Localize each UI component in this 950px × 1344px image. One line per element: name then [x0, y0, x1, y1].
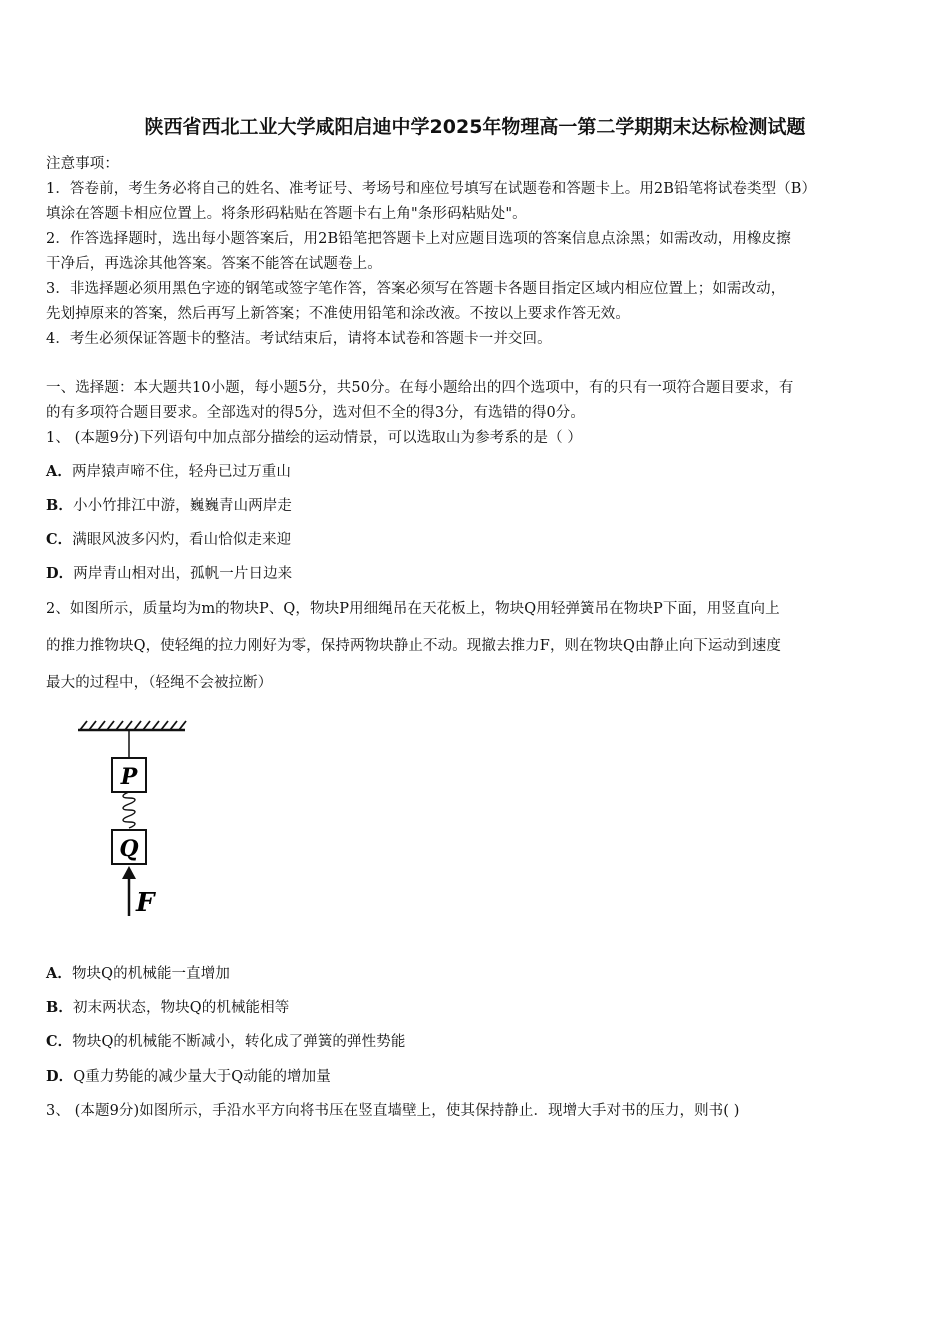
- force-label: F: [136, 888, 155, 918]
- notice-line: 1．答卷前，考生务必将自己的姓名、准考证号、考场号和座位号填写在试题卷和答题卡上。用2B铅笔将试卷类型（B）: [46, 181, 817, 197]
- block-q-label: Q: [119, 836, 139, 862]
- option-text: 两岸青山相对出，孤帆一片日边来: [73, 566, 293, 582]
- q1-option-d: [46, 562, 916, 583]
- page-title: 陕西省西北工业大学咸阳启迪中学2025年物理高一第二学期期末达标检测试题: [144, 116, 806, 138]
- option-letter: C．: [46, 531, 73, 548]
- q1-option-c: [46, 528, 916, 549]
- q1-option-a: [46, 460, 916, 481]
- q2-option-c: [46, 1030, 916, 1051]
- notice-line: 2．作答选择题时，选出每小题答案后，用2B铅笔把答题卡上对应题目选项的答案信息点涂黑；如需改动，用橡皮擦: [46, 231, 791, 247]
- block-p-label: P: [120, 764, 138, 790]
- notice-line: 先划掉原来的答案，然后再写上新答案；不准使用铅笔和涂改液。不按以上要求作答无效。: [46, 306, 630, 322]
- question-2-stem: 的推力推物块Q，使轻绳的拉力刚好为零，保持两物块静止不动。现撤去推力F，则在物块Q由静止向下运动到速度: [46, 638, 781, 654]
- option-letter: B．: [46, 999, 73, 1016]
- notice-line: 4．考生必须保证答题卡的整洁。考试结束后，请将本试卷和答题卡一并交回。: [46, 331, 552, 347]
- option-letter: A．: [46, 463, 72, 480]
- q2-option-d: [46, 1065, 916, 1086]
- spring: [123, 792, 135, 828]
- question-2-stem: 2、如图所示，质量均为m的物块P、Q，物块P用细绳吊在天花板上，物块Q用轻弹簧吊在物块P下面，用竖直向上: [46, 601, 780, 617]
- notice-heading: 注意事项：: [46, 156, 119, 172]
- option-letter: D．: [46, 565, 74, 582]
- option-text: 满眼风波多闪灼，看山恰似走来迎: [72, 532, 292, 548]
- section-intro: 一、选择题：本大题共10小题，每小题5分，共50分。在每小题给出的四个选项中，有的只有一项符合题目要求，有: [46, 380, 794, 396]
- question-3-stem: 3、 (本题9分)如图所示，手沿水平方向将书压在竖直墙壁上，使其保持静止．现增大手对书的压力，则书( ): [46, 1103, 740, 1119]
- option-letter: B．: [46, 497, 73, 514]
- force-arrow-head: [122, 866, 136, 879]
- option-letter: C．: [46, 1033, 73, 1050]
- option-letter: D．: [46, 1068, 74, 1085]
- option-text: Q重力势能的减少量大于Q动能的增加量: [73, 1069, 331, 1085]
- q2-option-b: [46, 996, 916, 1017]
- q1-option-b: [46, 494, 916, 515]
- notice-line: 填涂在答题卡相应位置上。将条形码粘贴在答题卡右上角"条形码粘贴处"。: [46, 206, 527, 222]
- spring-blocks-figure: [70, 718, 200, 923]
- notice-line: 干净后，再选涂其他答案。答案不能答在试题卷上。: [46, 256, 382, 272]
- question-1-stem: 1、 (本题9分)下列语句中加点部分描绘的运动情景，可以选取山为参考系的是（ ）: [46, 430, 582, 446]
- option-text: 小小竹排江中游，巍巍青山两岸走: [72, 498, 292, 514]
- option-text: 初末两状态，物块Q的机械能相等: [72, 1000, 290, 1016]
- option-text: 物块Q的机械能不断减小，转化成了弹簧的弹性势能: [72, 1034, 406, 1050]
- ceiling-hatch: [80, 721, 186, 730]
- notice-line: 3．非选择题必须用黑色字迹的钢笔或签字笔作答，答案必须写在答题卡各题目指定区域内相应位置上；如需改动，: [46, 281, 786, 297]
- q2-option-a: [46, 962, 916, 983]
- question-2-stem: 最大的过程中，（轻绳不会被拉断）: [46, 675, 273, 691]
- option-text: 两岸猿声啼不住，轻舟已过万重山: [71, 464, 291, 480]
- option-letter: A．: [46, 965, 72, 982]
- section-intro: 的有多项符合题目要求。全部选对的得5分，选对但不全的得3分，有选错的得0分。: [46, 405, 585, 421]
- option-text: 物块Q的机械能一直增加: [71, 966, 230, 982]
